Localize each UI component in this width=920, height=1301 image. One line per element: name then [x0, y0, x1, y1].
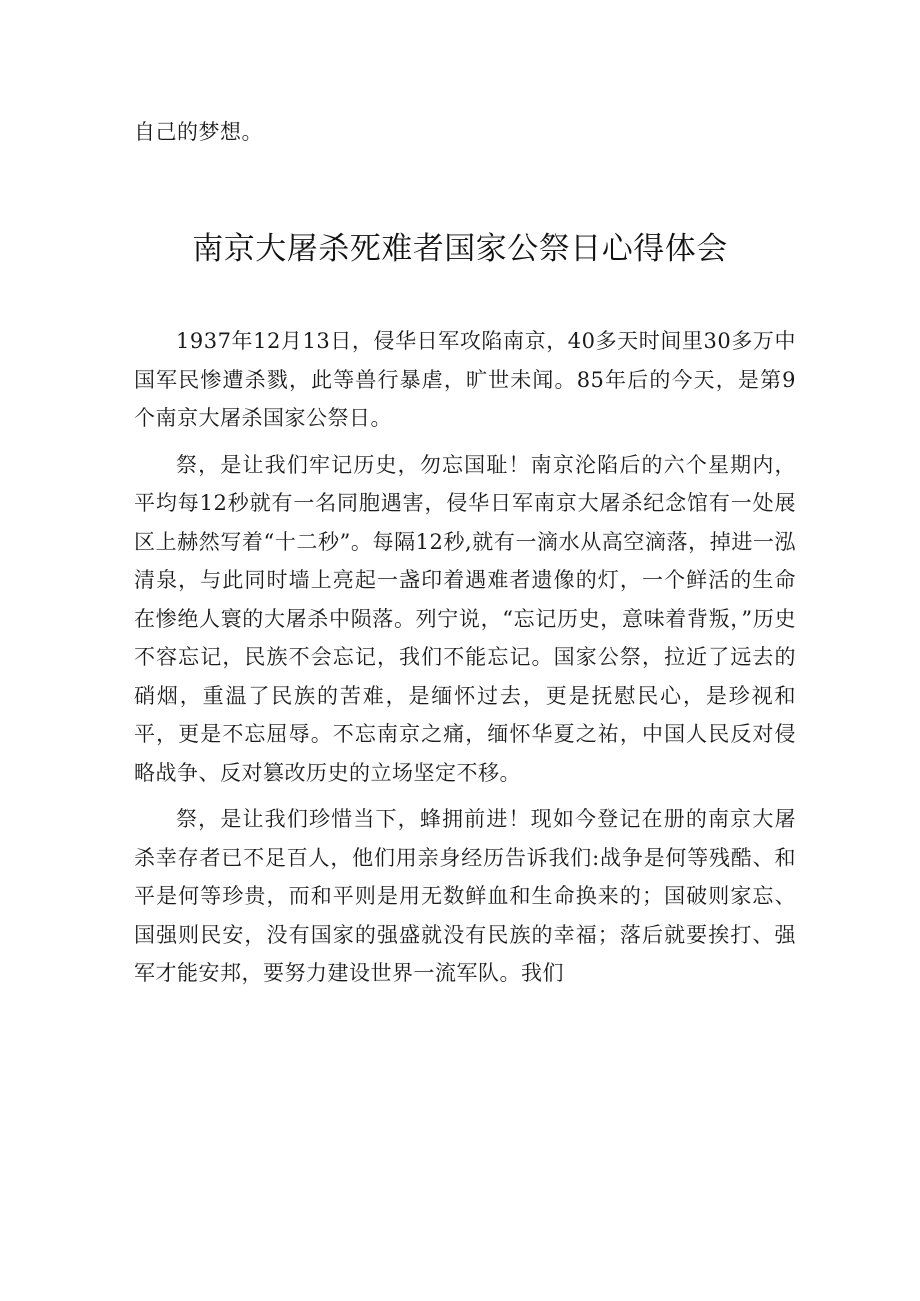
lead-line: 自己的梦想。: [134, 120, 263, 144]
document-body: [134, 322, 796, 1001]
paragraph-3: 祭，是让我们珍惜当下，蜂拥前进！现如今登记在册的南京大屠杀幸存者已不足百人，他们用亲身经历告诉我们:战争是何等残酷、和平是何等珍贵，而和平则是用无数鲜血和生命换来的；国破则家忘、国强则民安，没有国家的强盛就没有民族的幸福；落后就要挨打、强军才能安邦，要努力建设世界一流军队。我们: [134, 807, 796, 985]
paragraph-2: 祭，是让我们牢记历史，勿忘国耻！南京沦陷后的六个星期内，平均每12秒就有一名同胞遇害，侵华日军南京大屠杀纪念馆有一处展区上赫然写着“十二秒”。每隔12秒,就有一滴水从高空滴落，掉进一泓清泉，与此同时墙上亮起一盏印着遇难者遗像的灯，一个鲜活的生命在惨绝人寰的大屠杀中陨落。列宁说，“忘记历史，意味着背叛，”历史不容忘记，民族不会忘记，我们不能忘记。国家公祭，拉近了远去的硝烟，重温了民族的苦难，是缅怀过去，更是抚慰民心，是珍视和平，更是不忘屈辱。不忘南京之痛，缅怀华夏之祐，中国人民反对侵略战争、反对篡改历史的立场坚定不移。: [134, 452, 796, 785]
paragraph-1: 1937年12月13日，侵华日军攻陷南京，40多天时间里30多万中国军民惨遭杀戮，此等兽行暴虐，旷世未闻。85年后的今天，是第9个南京大屠杀国家公祭日。: [134, 329, 796, 430]
document-title: 南京大屠杀死难者国家公祭日心得体会: [192, 231, 728, 267]
